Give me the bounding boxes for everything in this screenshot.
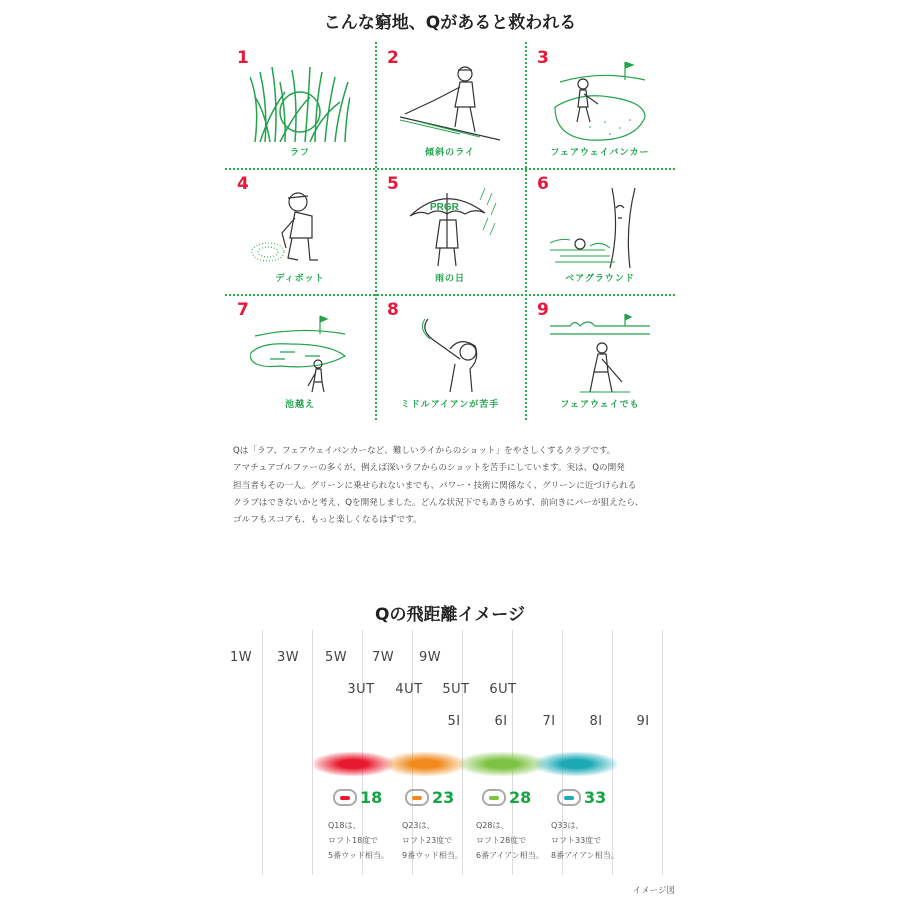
situation-card <box>375 294 525 420</box>
q-logo-icon <box>333 789 357 806</box>
situation-card <box>225 168 375 294</box>
situation-grid <box>225 42 675 420</box>
club-label-7i: 7I <box>542 714 556 729</box>
club-label-5ut: 5UT <box>442 682 470 697</box>
desc-line: Q33は、 <box>551 821 584 830</box>
q28-badge <box>482 788 531 807</box>
distance-range-q28 <box>459 752 545 776</box>
situation-card <box>375 168 525 294</box>
situation-label: ミドルアイアンが苦手 <box>400 400 500 410</box>
situation-number: 6 <box>537 174 549 194</box>
distance-range-q23 <box>385 752 465 776</box>
situation-card <box>525 42 675 168</box>
club-label-7w: 7W <box>371 650 395 665</box>
description-line: ゴルフもスコアも、もっと楽しくなるはずです。 <box>233 515 422 526</box>
situation-number: 7 <box>237 300 249 320</box>
club-label-6i: 6I <box>494 714 508 729</box>
q33-badge <box>557 788 606 807</box>
q-logo-icon <box>482 789 506 806</box>
desc-line: 8番アイアン相当。 <box>551 851 619 860</box>
rough-illustration <box>250 62 350 142</box>
q23-description <box>402 818 463 863</box>
image-note: イメージ図 <box>632 886 675 896</box>
q18-badge <box>333 788 382 807</box>
situation-number: 1 <box>237 48 249 68</box>
situation-card <box>525 294 675 420</box>
distance-title: Qの飛距離イメージ <box>375 605 525 625</box>
desc-line: ロフト23度で <box>402 836 453 845</box>
description-line: Qは「ラフ、フェアウェイバンカーなど、難しいライからのショット」をやさしくするクラブです。 <box>233 446 616 456</box>
description-line: アマチュアゴルファーの多くが、例えば深いラフからのショットを苦手にしています。実は、Qの開発 <box>233 463 625 474</box>
gridline <box>312 630 313 875</box>
situation-number: 3 <box>537 48 549 68</box>
club-label-9i: 9I <box>636 714 650 729</box>
situation-label: ラフ <box>289 148 310 158</box>
desc-line: ロフト33度で <box>551 836 602 845</box>
q-logo-icon <box>405 789 429 806</box>
q23-badge <box>405 788 454 807</box>
desc-line: 5番ウッド相当。 <box>328 851 389 860</box>
desc-line: 9番ウッド相当。 <box>402 851 463 860</box>
club-label-1w: 1W <box>229 650 253 665</box>
club-label-3w: 3W <box>276 650 300 665</box>
description-line: クラブはできないかと考え、Qを開発しました。どんな状況下でもあきらめず、前向きにパーが狙えたら、 <box>233 497 644 508</box>
rain-illustration <box>400 188 500 268</box>
situation-card <box>225 294 375 420</box>
gridline <box>662 630 663 875</box>
situation-number: 8 <box>387 300 399 320</box>
club-label-6ut: 6UT <box>489 682 517 697</box>
situation-label: フェアウェイでも <box>560 400 640 410</box>
fairway-illustration <box>550 314 650 394</box>
q33-number: 33 <box>584 788 607 807</box>
distance-range-q33 <box>535 752 617 776</box>
page-title: こんな窮地、Qがあると救われる <box>323 13 577 33</box>
desc-line: Q23は、 <box>402 821 435 830</box>
situation-number: 5 <box>387 174 399 194</box>
situation-card <box>375 42 525 168</box>
situation-label: ディボット <box>275 274 325 284</box>
q23-number: 23 <box>432 788 455 807</box>
situation-number: 2 <box>387 48 399 68</box>
q33-description <box>551 818 619 863</box>
club-label-8i: 8I <box>589 714 603 729</box>
bare-ground-illustration <box>550 188 650 268</box>
bunker-illustration <box>550 62 650 142</box>
slope-illustration <box>400 62 500 142</box>
description-line: 担当者もその一人。グリーンに乗せられないまでも、パワー・技術に関係なく、グリーンに近づけられる <box>233 480 637 491</box>
gridline <box>262 630 263 875</box>
q18-number: 18 <box>360 788 383 807</box>
q18-description <box>328 818 389 863</box>
situation-label: 雨の日 <box>434 274 465 284</box>
situation-number: 4 <box>237 174 249 194</box>
desc-line: Q28は、 <box>476 821 509 830</box>
situation-label: フェアウェイバンカー <box>550 148 650 158</box>
desc-line: ロフト18度で <box>328 836 379 845</box>
divot-illustration <box>250 188 350 268</box>
situation-card <box>225 42 375 168</box>
club-label-4ut: 4UT <box>395 682 423 697</box>
description <box>233 443 683 529</box>
umbrella-logo: PRGR <box>430 202 459 213</box>
q-logo-icon <box>557 789 581 806</box>
club-label-9w: 9W <box>418 650 442 665</box>
club-label-3ut: 3UT <box>347 682 375 697</box>
club-label-5w: 5W <box>324 650 348 665</box>
desc-line: 6番アイアン相当。 <box>476 851 544 860</box>
situation-number: 9 <box>537 300 549 320</box>
desc-line: Q18は、 <box>328 821 361 830</box>
pond-illustration <box>250 314 350 394</box>
situation-label: 傾斜のライ <box>425 148 475 158</box>
q28-description <box>476 818 544 863</box>
situation-card <box>525 168 675 294</box>
iron-illustration <box>400 314 500 394</box>
desc-line: ロフト28度で <box>476 836 527 845</box>
situation-label: ベアグラウンド <box>565 274 635 284</box>
q28-number: 28 <box>509 788 532 807</box>
distance-range-q18 <box>313 752 393 776</box>
club-label-5i: 5I <box>447 714 461 729</box>
situation-label: 池越え <box>284 400 315 410</box>
distance-chart <box>225 630 675 896</box>
